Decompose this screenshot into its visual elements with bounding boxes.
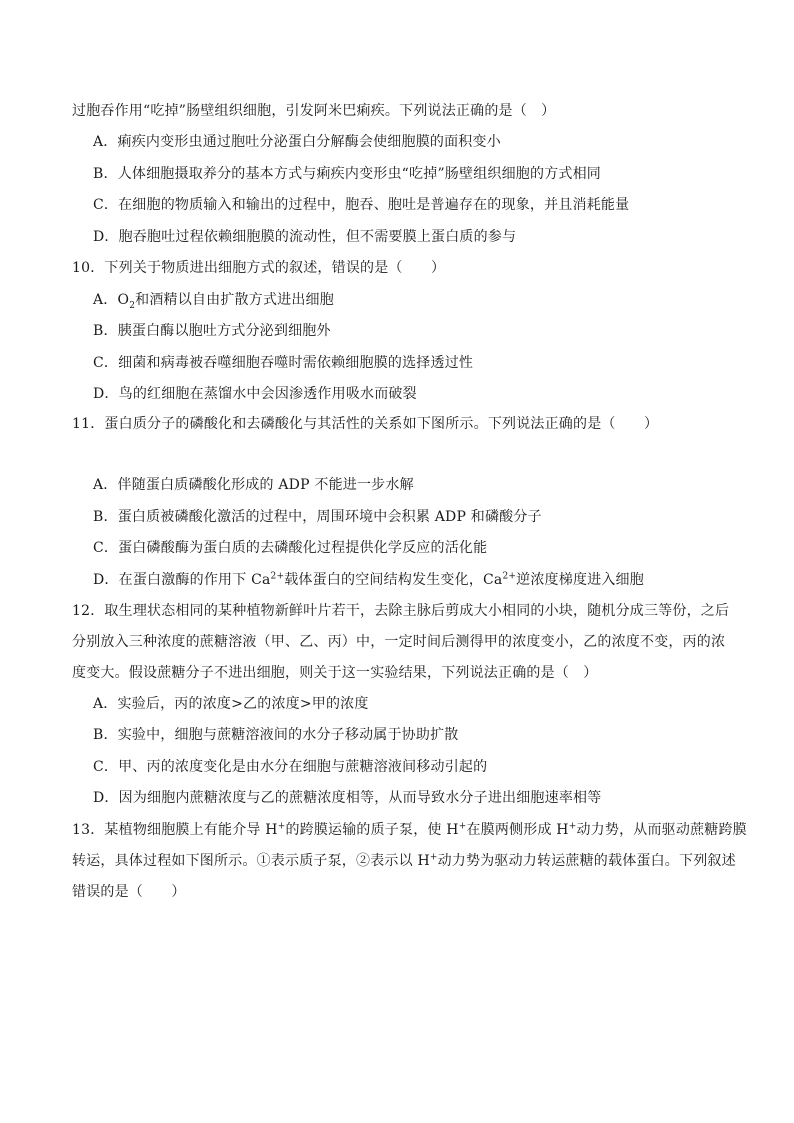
- q10-option-a: A．$O_2$和酒精以自由扩散方式进出细胞: [93, 292, 334, 311]
- question-11-stem: 11．蛋白质分子的磷酸化和去磷酸化与其活性的关系如下图所示。下列说法正确的是（ ）: [72, 416, 659, 432]
- q9-option-d: D．胞吞胞吐过程依赖细胞膜的流动性，但不需要膜上蛋白质的参与: [93, 229, 517, 245]
- q12-option-d: D．因为细胞内蔗糖浓度与乙的蔗糖浓度相等，从而导致水分子进出细胞速率相等: [93, 790, 602, 806]
- question-12-stem-line-3: 度变大。假设蔗糖分子不进出细胞，则关于这一实验结果，下列说法正确的是（ ）: [72, 665, 598, 681]
- question-13-stem-line-1: 13．某植物细胞膜上有能介导 H+的跨膜运输的质子泵，使 H+在膜两侧形成 H+动力势，从而驱动蔗糖跨膜: [72, 821, 747, 838]
- question-9-stem-tail: 过胞吞作用“吃掉”肠壁组织细胞，引发阿米巴痢疾。下列说法正确的是（ ）: [72, 103, 556, 119]
- question-13-stem-line-2: 转运，具体过程如下图所示。①表示质子泵，②表示以 H+动力势为驱动力转运蔗糖的载体蛋白。下列叙述: [72, 852, 736, 869]
- q9-option-a: A．痢疾内变形虫通过胞吐分泌蛋白分解酶会使细胞膜的面积变小: [93, 134, 501, 150]
- q11-option-c: C．蛋白磷酸酶为蛋白质的去磷酸化过程提供化学反应的活化能: [93, 540, 488, 556]
- q10-option-b: B．胰蛋白酶以胞吐方式分泌到细胞外: [93, 323, 331, 339]
- q9-option-c: C．在细胞的物质输入和输出的过程中，胞吞、胞吐是普遍存在的现象，并且消耗能量: [93, 197, 630, 213]
- q12-option-c: C．甲、丙的浓度变化是由水分在细胞与蔗糖溶液间移动引起的: [93, 759, 488, 775]
- question-12-stem-line-1: 12．取生理状态相同的某种植物新鲜叶片若干，去除主脉后剪成大小相同的小块，随机分成三等份，之后: [72, 603, 730, 619]
- q9-option-b: B．人体细胞摄取养分的基本方式与痢疾内变形虫“吃掉”肠壁组织细胞的方式相同: [93, 166, 602, 182]
- q10-option-c: C．细菌和病毒被吞噬细胞吞噬时需依赖细胞膜的选择透过性: [93, 355, 474, 371]
- q11-option-a: A．伴随蛋白质磷酸化形成的 ADP 不能进一步水解: [93, 477, 414, 493]
- q12-option-b: B．实验中，细胞与蔗糖溶液间的水分子移动属于协助扩散: [93, 727, 459, 743]
- q12-option-a: A．实验后，丙的浓度>乙的浓度>甲的浓度: [93, 696, 369, 712]
- question-10-stem: 10．下列关于物质进出细胞方式的叙述，错误的是（ ）: [72, 260, 446, 276]
- question-13-stem-line-3: 错误的是（ ）: [72, 884, 186, 900]
- q11-option-b: B．蛋白质被磷酸化激活的过程中，周围环境中会积累 ADP 和磷酸分子: [93, 509, 542, 525]
- question-12-stem-line-2: 分别放入三种浓度的蔗糖溶液（甲、乙、丙）中，一定时间后测得甲的浓度变小，乙的浓度不变，丙的浓: [72, 634, 726, 650]
- q10-option-d: D．鸟的红细胞在蒸馏水中会因渗透作用吸水而破裂: [93, 386, 417, 402]
- q11-option-d: D．在蛋白激酶的作用下 $Ca^{2+}$载体蛋白的空间结构发生变化，$Ca^{2+}$逆浓度梯度进入细胞: [93, 571, 644, 588]
